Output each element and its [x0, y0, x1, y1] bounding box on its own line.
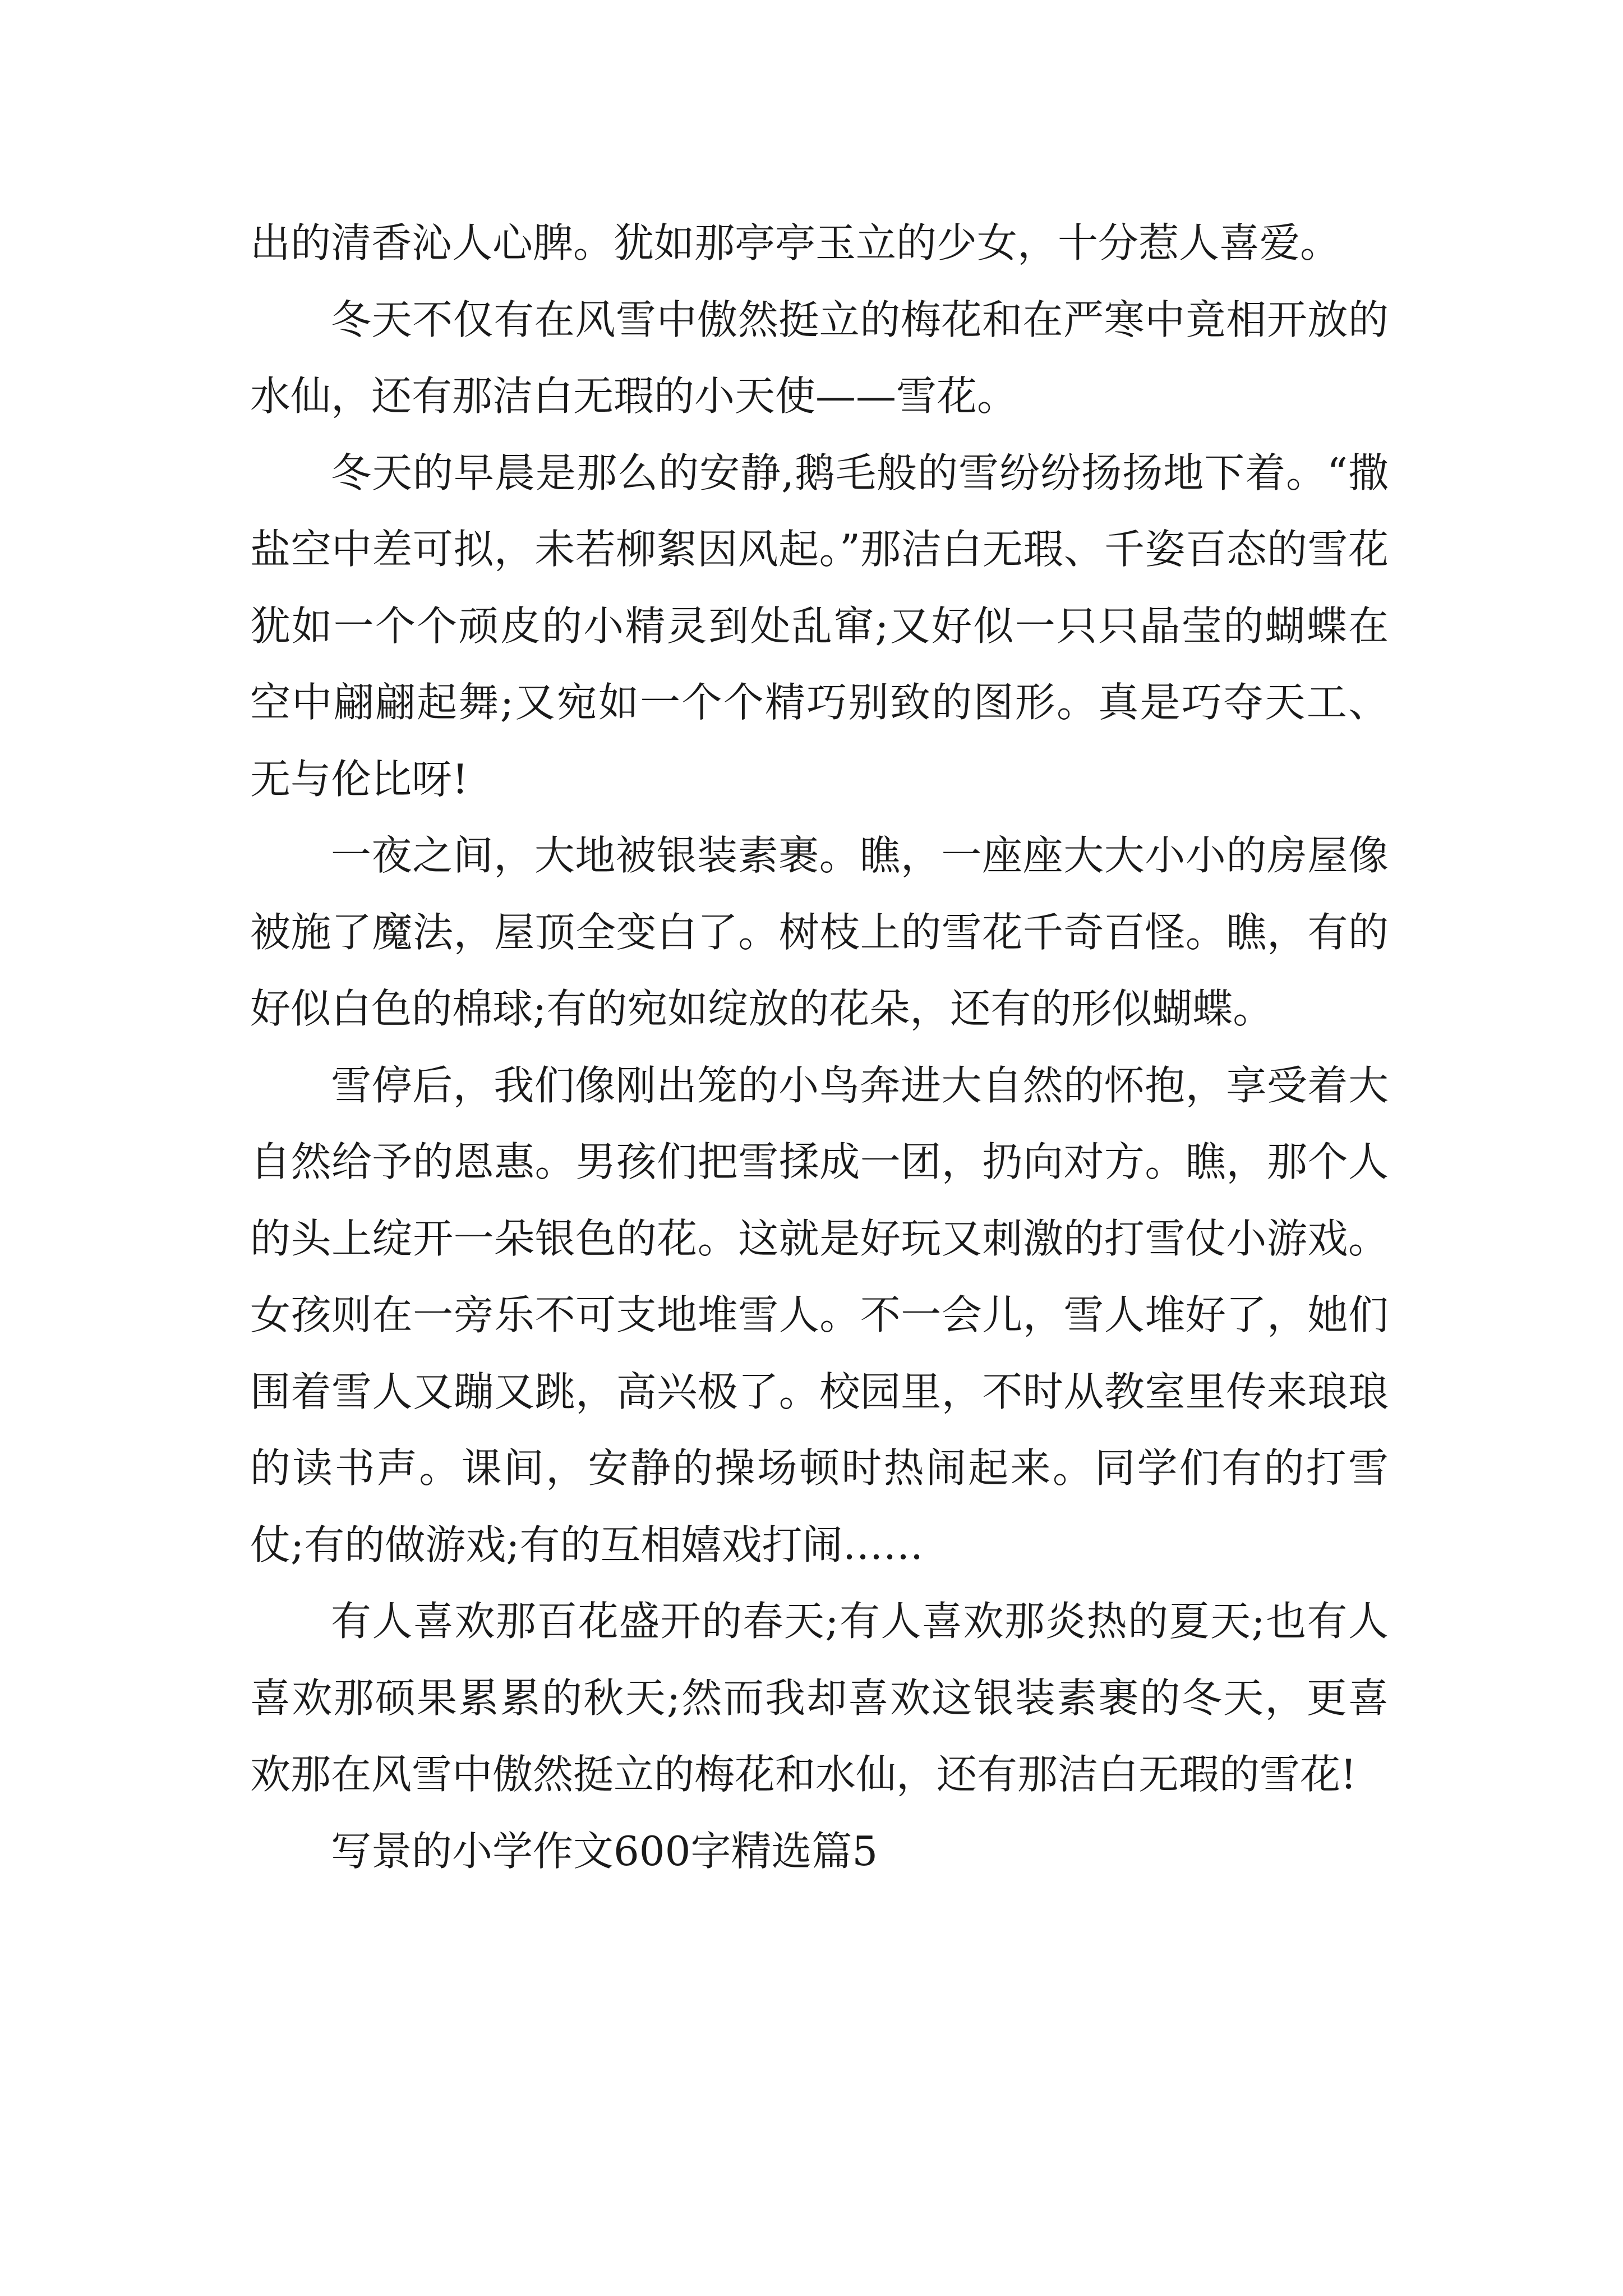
paragraph: 一夜之间，大地被银装素裹。瞧，一座座大大小小的房屋像被施了魔法，屋顶全变白了。树枝上的雪花千奇百怪。瞧，有的好似白色的棉球;有的宛如绽放的花朵，还有的形似蝴蝶。 [250, 832, 1389, 1032]
paragraph-continued: 出的清香沁人心脾。犹如那亭亭玉立的少女，十分惹人喜爱。 [250, 219, 1341, 266]
article-body [250, 205, 1389, 1889]
paragraph: 冬天不仅有在风雪中傲然挺立的梅花和在严寒中竟相开放的水仙，还有那洁白无瑕的小天使——雪花。 [250, 296, 1389, 420]
section-heading: 写景的小学作文600字精选篇5 [331, 1827, 878, 1875]
paragraph: 雪停后，我们像刚出笼的小鸟奔进大自然的怀抱，享受着大自然给予的恩惠。男孩们把雪揉成一团，扔向对方。瞧，那个人的头上绽开一朵银色的花。这就是好玩又刺激的打雪仗小游戏。女孩则在一旁乐不可支地堆雪人。不一会儿，雪人堆好了，她们围着雪人又蹦又跳，高兴极了。校园里，不时从教室里传来琅琅的读书声。课间，安静的操场顿时热闹起来。同学们有的打雪仗;有的做游戏;有的互相嬉戏打闹…… [250, 1061, 1389, 1568]
paragraph: 冬天的早晨是那么的安静,鹅毛般的雪纷纷扬扬地下着。“撒盐空中差可拟，未若柳絮因风起。”那洁白无瑕、千姿百态的雪花犹如一个个顽皮的小精灵到处乱窜;又好似一只只晶莹的蝴蝶在空中翩翩起舞;又宛如一个个精巧别致的图形。真是巧夺天工、无与伦比呀! [250, 449, 1389, 803]
paragraph: 有人喜欢那百花盛开的春天;有人喜欢那炎热的夏天;也有人喜欢那硕果累累的秋天;然而我却喜欢这银装素裹的冬天，更喜欢那在风雪中傲然挺立的梅花和水仙，还有那洁白无瑕的雪花! [250, 1598, 1389, 1798]
